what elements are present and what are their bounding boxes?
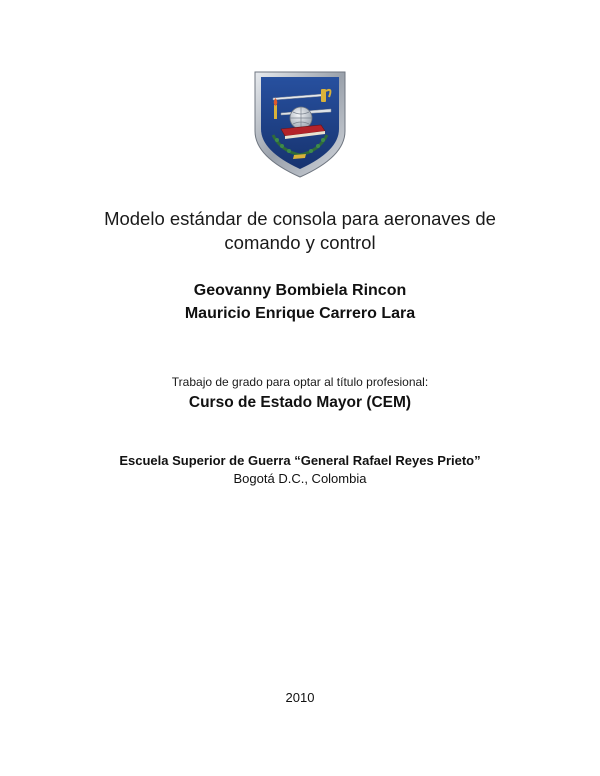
year: 2010 [285,690,315,705]
thesis-title-line-2: comando y control [224,232,376,253]
location: Bogotá D.C., Colombia [233,471,367,486]
author-name: Mauricio Enrique Carrero Lara [184,305,416,322]
author-name: Geovanny Bombiela Rincon [193,282,407,299]
course-name: Curso de Estado Mayor (CEM) [188,394,412,411]
military-school-crest-icon [251,69,349,179]
degree-intro: Trabajo de grado para optar al título profesional: [171,375,429,389]
institution-name: Escuela Superior de Guerra “General Rafael Reyes Prieto” [119,453,481,468]
thesis-title-line-1: Modelo estándar de consola para aeronaves de [104,208,496,229]
